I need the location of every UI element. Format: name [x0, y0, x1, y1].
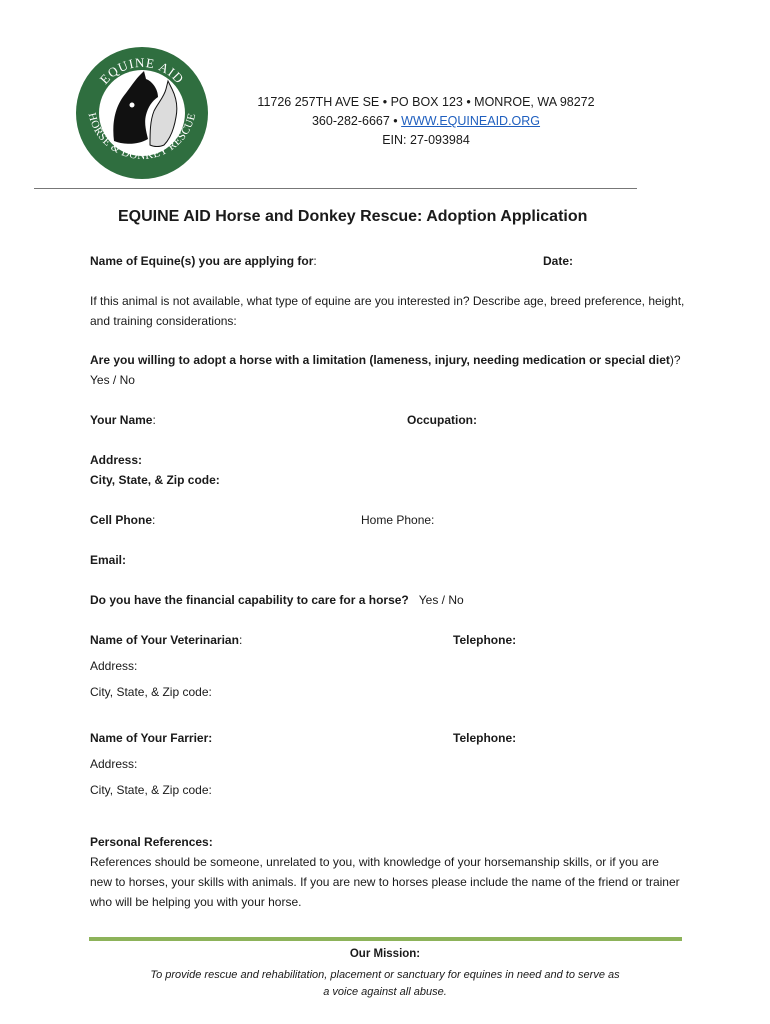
references-text: References should be someone, unrelated to you, with knowledge of your horsemanship skills, or if you are new to horses, your skills with animals. If you are new to horses please include the name of the friend or trainer who will be helping you with your horse.	[90, 855, 680, 909]
equine-name-colon: :	[313, 254, 317, 268]
logo-top-text: EQUINE AID	[96, 54, 188, 87]
address-field[interactable]: Address:	[90, 453, 143, 467]
mission-text: To provide rescue and rehabilitation, placement or sanctuary for equines in need and to serve as a voice against all abuse.	[150, 969, 620, 998]
your-name-field[interactable]	[90, 410, 156, 430]
logo-bottom-text: HORSE & DONKEY RESCUE	[85, 111, 199, 163]
your-name-label: Your Name	[90, 413, 153, 427]
vet-address-field[interactable]: Address:	[90, 659, 138, 673]
date-field[interactable]: Date:	[543, 254, 574, 268]
equine-name-field[interactable]	[90, 251, 317, 271]
header-divider	[34, 188, 637, 189]
farrier-address-field[interactable]: Address:	[90, 757, 138, 771]
financial-question-label: Do you have the financial capability to care for a horse?	[90, 593, 409, 607]
farrier-field[interactable]: Name of Your Farrier:	[90, 731, 213, 745]
your-name-colon: :	[152, 413, 156, 427]
alternate-interest-question[interactable]: If this animal is not available, what type of equine are you interested in? Describe age, breed preference, height, and training considerations:	[90, 294, 685, 328]
footer-divider	[89, 937, 682, 941]
cell-phone-field[interactable]	[90, 510, 155, 530]
page-title: EQUINE AID Horse and Donkey Rescue: Adoption Application	[118, 208, 588, 225]
occupation-field[interactable]: Occupation:	[407, 413, 478, 427]
mission-title: Our Mission:	[349, 948, 421, 960]
financial-answer: Yes / No	[418, 593, 464, 607]
farrier-telephone-field[interactable]: Telephone:	[453, 731, 517, 745]
email-field[interactable]: Email:	[90, 553, 127, 567]
farrier-city-state-zip-field[interactable]: City, State, & Zip code:	[90, 783, 212, 797]
financial-question[interactable]	[90, 590, 464, 610]
veterinarian-label: Name of Your Veterinarian	[90, 633, 239, 647]
equine-aid-logo	[74, 45, 210, 181]
logo-ring-text	[74, 45, 210, 181]
limitation-question-rest: )? Yes / No	[90, 353, 681, 387]
svg-text:EQUINE AID	[97, 55, 188, 87]
cell-phone-colon: :	[152, 513, 156, 527]
svg-text:HORSE & DONKEY RESCUE	[86, 112, 199, 162]
veterinarian-colon: :	[238, 633, 243, 647]
limitation-question[interactable]	[90, 350, 690, 390]
city-state-zip-field[interactable]: City, State, & Zip code:	[90, 473, 220, 487]
veterinarian-field[interactable]	[90, 630, 242, 650]
references-heading: Personal References:	[90, 835, 213, 849]
header-phone-web	[226, 112, 626, 131]
header-address: 11726 257TH AVE SE • PO BOX 123 • MONROE, WA 98272	[257, 95, 595, 109]
header-phone: 360-282-6667 •	[311, 114, 402, 128]
cell-phone-label: Cell Phone	[90, 513, 153, 527]
equine-name-label: Name of Equine(s) you are applying for	[90, 254, 314, 268]
home-phone-field[interactable]: Home Phone:	[361, 513, 435, 527]
vet-city-state-zip-field[interactable]: City, State, & Zip code:	[90, 685, 212, 699]
website-link[interactable]: WWW.EQUINEAID.ORG	[401, 114, 541, 128]
header-ein: EIN: 27-093984	[382, 133, 470, 147]
limitation-question-bold: Are you willing to adopt a horse with a limitation (lameness, injury, needing medication or special diet	[90, 353, 670, 367]
vet-telephone-field[interactable]: Telephone:	[453, 633, 517, 647]
